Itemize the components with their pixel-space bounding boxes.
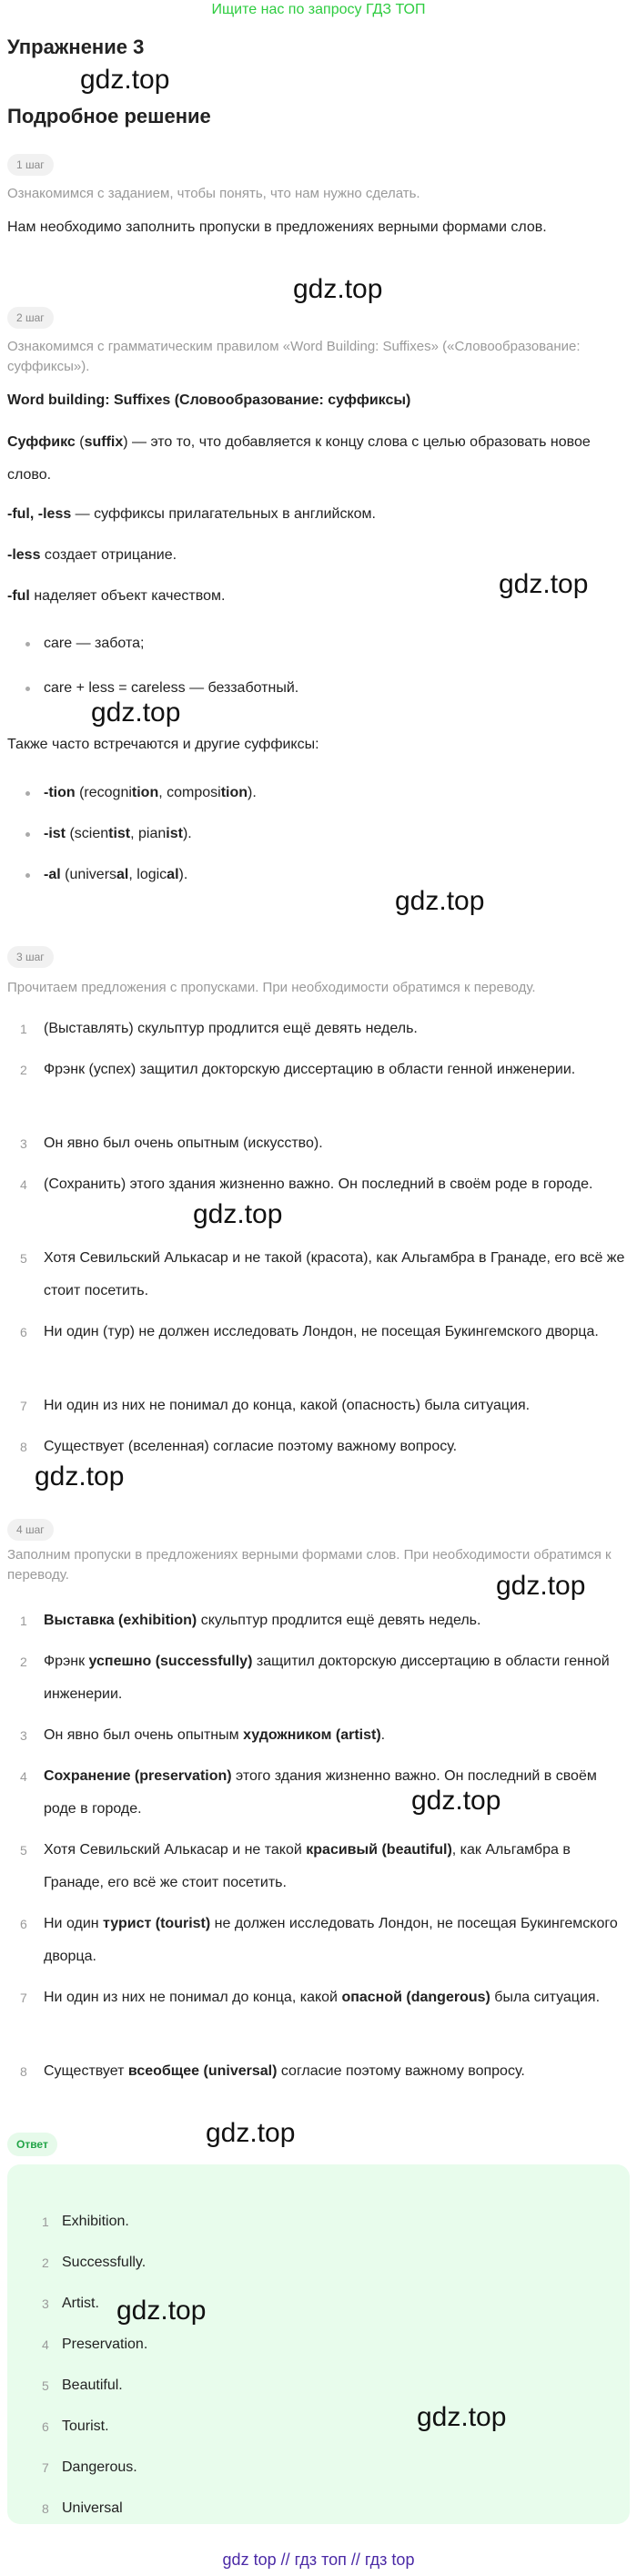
watermark: gdz.top: [91, 697, 181, 728]
text-part: ).: [248, 785, 257, 800]
suffix-bold: -tion: [44, 785, 76, 800]
item-text: [44, 1981, 626, 2014]
text-part: Существует: [44, 2063, 128, 2079]
text-part: наделяет объект качеством.: [29, 588, 226, 604]
item-number: 6: [42, 2419, 49, 2434]
text-part: Ни один из них не понимал до конца, какой: [44, 1990, 342, 2005]
answer-text: Dangerous.: [62, 2459, 137, 2475]
answer-word: успешно (successfully): [88, 1654, 253, 1669]
answer-word: красивый (beautiful): [306, 1842, 452, 1858]
answer-word: опасной (dangerous): [341, 1990, 490, 2005]
item-text: [44, 1719, 626, 1752]
item-text: [44, 1645, 626, 1711]
ful-less-line: [7, 498, 630, 531]
suffix-term: Суффикс: [7, 434, 76, 450]
page-title: Упражнение 3: [7, 36, 145, 58]
text-part: (: [75, 434, 85, 450]
answer-word: турист (tourist): [103, 1916, 211, 1931]
watermark: gdz.top: [80, 65, 170, 95]
item-number: 4: [20, 1769, 27, 1784]
also-text: Также часто встречаются и другие суффиксы:: [7, 737, 319, 752]
watermark: gdz.top: [206, 2118, 296, 2148]
bullet-icon: [25, 687, 30, 691]
item-number: 8: [20, 2064, 27, 2079]
text-part: создает отрицание.: [40, 547, 177, 563]
answer-word: художником (artist): [243, 1727, 381, 1743]
suffix-bold: -ful: [7, 588, 30, 604]
less-line: [7, 539, 630, 572]
text-part: ) — это то, что добавляется к концу слова с целью образовать новое слово.: [7, 434, 591, 483]
text-part: — суффиксы прилагательных в английском.: [71, 506, 376, 522]
text-part: (univers: [60, 867, 117, 882]
suffix-bold: al: [167, 867, 179, 882]
item-number: 6: [20, 1325, 27, 1339]
bullet-icon: [25, 873, 30, 878]
watermark: gdz.top: [193, 1199, 283, 1229]
list-item: [44, 630, 144, 657]
rule-title: Word building: Suffixes (Словообразование: суффиксы): [7, 392, 411, 408]
text-part: не должен исследовать Лондон, не посещая Букингемского дворца.: [44, 1916, 618, 1964]
list-item-text: care + less = careless — беззаботный.: [44, 680, 299, 696]
step-badge: 3 шаг: [7, 946, 54, 968]
item-number: 2: [20, 1655, 27, 1669]
step-intro: Ознакомимся с грамматическим правилом «Word Building: Suffixes» («Словообразование: суффиксы»).: [7, 339, 581, 374]
watermark: gdz.top: [116, 2296, 207, 2326]
watermark: gdz.top: [496, 1571, 586, 1601]
item-text: Ни один из них не понимал до конца, какой (опасность) была ситуация.: [44, 1398, 531, 1413]
step-badge: 2 шаг: [7, 307, 54, 329]
item-text: Фрэнк (успех) защитил докторскую диссертацию в области генной инженерии.: [44, 1062, 576, 1077]
answer-badge: Ответ: [7, 2133, 57, 2156]
suffix-bold: -ist: [44, 826, 66, 841]
item-number: 4: [42, 2337, 49, 2352]
suffix-definition: [7, 426, 630, 492]
item-number: 7: [20, 1991, 27, 2005]
item-text: (Сохранить) этого здания жизненно важно. Он последний в своём роде в городе.: [44, 1176, 593, 1192]
list-item-text: care — забота;: [44, 636, 145, 651]
item-text: [44, 1908, 626, 1973]
step-text: Нам необходимо заполнить пропуски в предложениях верными формами слов.: [7, 219, 547, 235]
text-part: (scien: [66, 826, 109, 841]
suffix-bold: -ful, -less: [7, 506, 72, 522]
item-number: 3: [20, 1136, 27, 1151]
item-number: 1: [42, 2215, 49, 2229]
text-part: ).: [182, 826, 192, 841]
item-number: 1: [20, 1022, 27, 1036]
text-part: (recogni: [75, 785, 132, 800]
item-number: 5: [20, 1843, 27, 1858]
item-number: 3: [20, 1728, 27, 1743]
text-part: скульптур продлится ещё девять недель.: [197, 1613, 481, 1628]
suffix-bold: tist: [108, 826, 131, 841]
item-text: Он явно был очень опытным (искусство).: [44, 1135, 323, 1151]
item-number: 5: [42, 2378, 49, 2393]
bullet-icon: [25, 791, 30, 796]
step-badge: 1 шаг: [7, 154, 54, 176]
item-text: Существует (вселенная) согласие поэтому важному вопросу.: [44, 1439, 458, 1454]
suffix-bold: ist: [166, 826, 183, 841]
watermark: gdz.top: [35, 1461, 125, 1492]
text-part: Фрэнк: [44, 1654, 89, 1669]
item-number: 7: [42, 2460, 49, 2475]
footer-links[interactable]: gdz top // гдз топ // гдз top: [222, 2551, 415, 2569]
text-part: Он явно был очень опытным: [44, 1727, 244, 1743]
step-intro: Ознакомимся с заданием, чтобы понять, что нам нужно сделать.: [7, 186, 420, 201]
watermark: gdz.top: [499, 569, 589, 599]
answer-word: Сохранение (preservation): [44, 1768, 232, 1784]
answer-text: Successfully.: [62, 2255, 147, 2270]
item-number: 1: [20, 1614, 27, 1628]
list-item: [44, 779, 257, 807]
item-number: 4: [20, 1177, 27, 1192]
watermark: gdz.top: [411, 1786, 501, 1816]
answer-text: Universal: [62, 2500, 123, 2516]
text-part: , logic: [128, 867, 167, 882]
watermark: gdz.top: [417, 2402, 507, 2432]
suffix-bold: tion: [131, 785, 159, 800]
item-number: 3: [42, 2296, 49, 2311]
answer-text: Tourist.: [62, 2418, 109, 2434]
item-text: [44, 1834, 626, 1899]
suffix-bold: al: [116, 867, 129, 882]
item-number: 8: [42, 2501, 49, 2516]
bullet-icon: [25, 642, 30, 647]
item-text: [44, 1760, 626, 1826]
text-part: .: [380, 1727, 386, 1743]
step-badge: 4 шаг: [7, 1519, 54, 1541]
answer-text: Exhibition.: [62, 2214, 129, 2229]
text-part: , pian: [130, 826, 167, 841]
item-text: Ни один (тур) не должен исследовать Лондон, не посещая Букингемского дворца.: [44, 1324, 599, 1339]
item-text: [44, 2055, 626, 2088]
item-text: (Выставлять) скульптур продлится ещё девять недель.: [44, 1021, 418, 1036]
item-number: 7: [20, 1399, 27, 1413]
answer-word: всеобщее (universal): [127, 2063, 278, 2079]
step-intro: Прочитаем предложения с пропусками. При необходимости обратимся к переводу.: [7, 980, 536, 995]
watermark: gdz.top: [293, 274, 383, 304]
list-item: [44, 820, 192, 848]
text-part: , composi: [158, 785, 221, 800]
text-part: , как Альгамбра в Гранаде, его всё же стоит посетить.: [44, 1842, 571, 1890]
suffix-bold: tion: [220, 785, 248, 800]
watermark: gdz.top: [395, 886, 485, 916]
suffix-bold: -al: [44, 867, 61, 882]
bullet-icon: [25, 832, 30, 837]
answer-text: Beautiful.: [62, 2377, 123, 2393]
answer-word: Выставка (exhibition): [44, 1613, 197, 1628]
text-part: согласие поэтому важному вопросу.: [277, 2063, 525, 2079]
text-part: Ни один: [44, 1916, 104, 1931]
step-intro: Заполним пропуски в предложениях верными формами слов. При необходимости обратимся к переводу.: [7, 1547, 612, 1583]
top-banner: Ищите нас по запросу ГДЗ ТОП: [211, 2, 426, 17]
item-number: 8: [20, 1440, 27, 1454]
suffix-term-en: suffix: [84, 434, 124, 450]
answer-text: Artist.: [62, 2296, 99, 2311]
item-text: Хотя Севильский Алькасар и не такой (красота), как Альгамбра в Гранаде, его всё же стоит посетить.: [44, 1250, 625, 1298]
item-number: 2: [20, 1063, 27, 1077]
item-number: 6: [20, 1917, 27, 1931]
text-part: Хотя Севильский Алькасар и не такой: [44, 1842, 307, 1858]
item-text: [44, 1604, 626, 1637]
text-part: ).: [178, 867, 188, 882]
suffix-bold: -less: [7, 547, 41, 563]
item-number: 2: [42, 2255, 49, 2270]
text-part: была ситуация.: [490, 1990, 601, 2005]
page-subtitle: Подробное решение: [7, 105, 211, 127]
answer-text: Preservation.: [62, 2337, 148, 2352]
item-number: 5: [20, 1251, 27, 1266]
list-item: [44, 861, 187, 889]
text-part: этого здания жизненно важно. Он последний в своём роде в городе.: [44, 1768, 597, 1817]
text-part: защитил докторскую диссертацию в области генной инженерии.: [44, 1654, 610, 1702]
